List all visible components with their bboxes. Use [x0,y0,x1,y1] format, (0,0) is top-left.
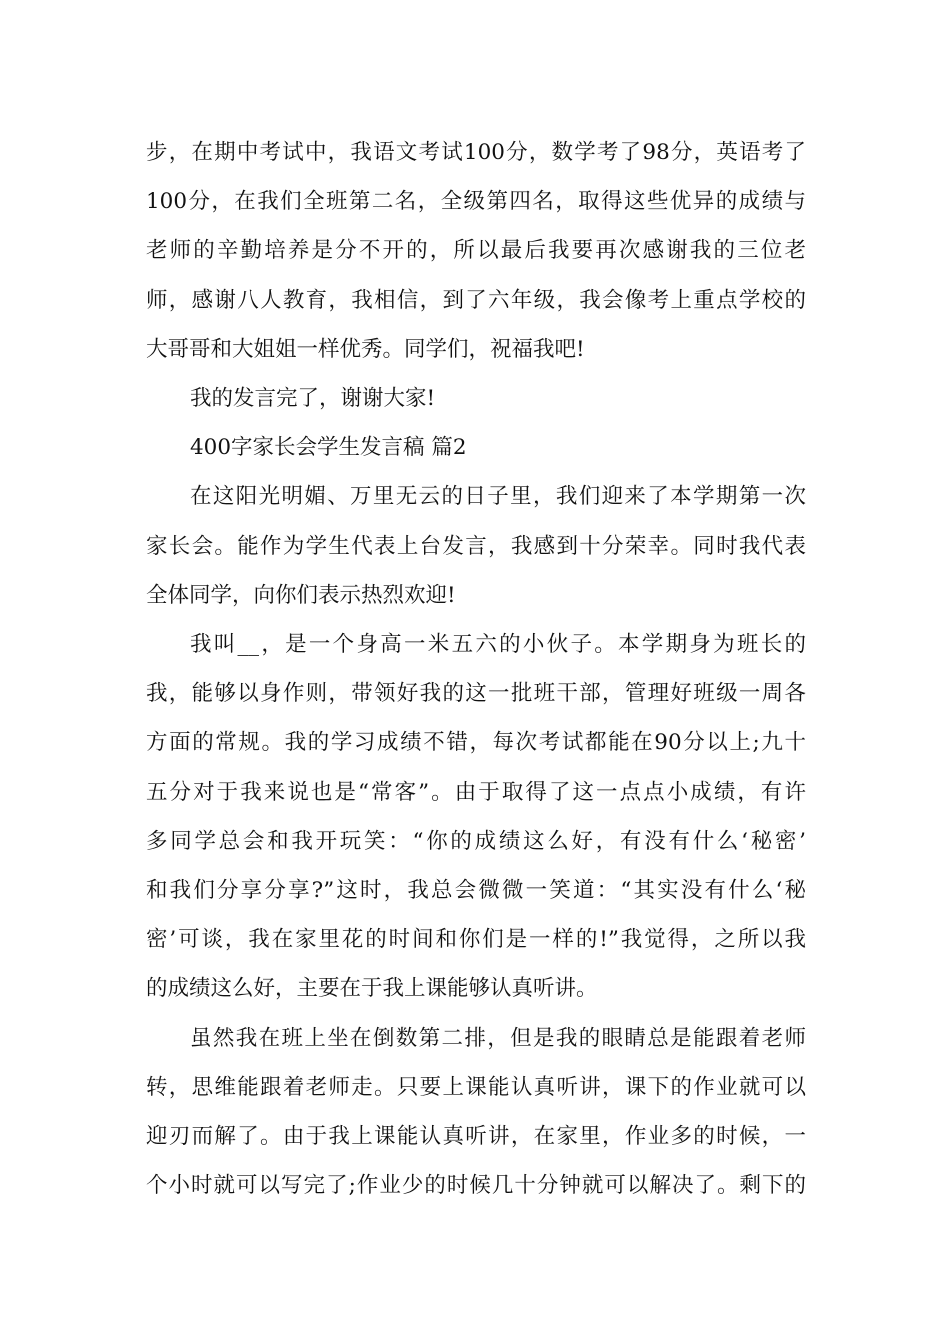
paragraph-2 [146,374,806,423]
text-line: 我，能够以身作则，带领好我的这一批班干部，管理好班级一周各 [146,681,806,707]
text-line: 我的发言完了，谢谢大家! [190,386,436,412]
text-line: 和我们分享分享?”这时，我总会微微一笑道：“其实没有什么‘秘 [146,878,806,904]
text-line: 转，思维能跟着老师走。只要上课能认真听讲，课下的作业就可以 [146,1074,806,1100]
text-line: 迎刃而解了。由于我上课能认真听讲，在家里，作业多的时候，一 [146,1124,806,1150]
text-line: 的成绩这么好，主要在于我上课能够认真听讲。 [146,976,598,1002]
text-line: 师，感谢八人教育，我相信，到了六年级，我会像考上重点学校的 [146,287,806,313]
text-line: 全体同学，向你们表示热烈欢迎! [146,582,456,608]
text-line: 密’可谈，我在家里花的时间和你们是一样的!”我觉得，之所以我 [146,927,806,953]
text-line: 在这阳光明媚、万里无云的日子里，我们迎来了本学期第一次 [190,484,806,510]
text-line: 虽然我在班上坐在倒数第二排，但是我的眼睛总是能跟着老师 [190,1025,806,1051]
heading-text: 400字家长会学生发言稿 篇2 [190,435,467,461]
section-heading [146,423,806,472]
text-line: 我叫__，是一个身高一米五六的小伙子。本学期身为班长的 [190,632,806,658]
paragraph-5 [146,1014,806,1211]
text-line: 五分对于我来说也是“常客”。由于取得了这一点点小成绩，有许 [146,779,806,805]
text-line: 100分，在我们全班第二名，全级第四名，取得这些优异的成绩与 [146,189,806,215]
paragraph-4 [146,620,806,1014]
document-body [146,128,806,1210]
text-line: 个小时就可以写完了;作业少的时候几十分钟就可以解决了。剩下的 [146,1173,806,1199]
text-line: 方面的常规。我的学习成绩不错，每次考试都能在90分以上;九十 [146,730,806,756]
text-line: 多同学总会和我开玩笑：“你的成绩这么好，有没有什么‘秘密’ [146,828,806,854]
paragraph-1 [146,128,806,374]
paragraph-3 [146,472,806,620]
text-line: 大哥哥和大姐姐一样优秀。同学们，祝福我吧! [146,336,585,362]
text-line: 老师的辛勤培养是分不开的，所以最后我要再次感谢我的三位老 [146,238,806,264]
text-line: 家长会。能作为学生代表上台发言，我感到十分荣幸。同时我代表 [146,533,806,559]
text-line: 步，在期中考试中，我语文考试100分，数学考了98分，英语考了 [146,140,806,165]
